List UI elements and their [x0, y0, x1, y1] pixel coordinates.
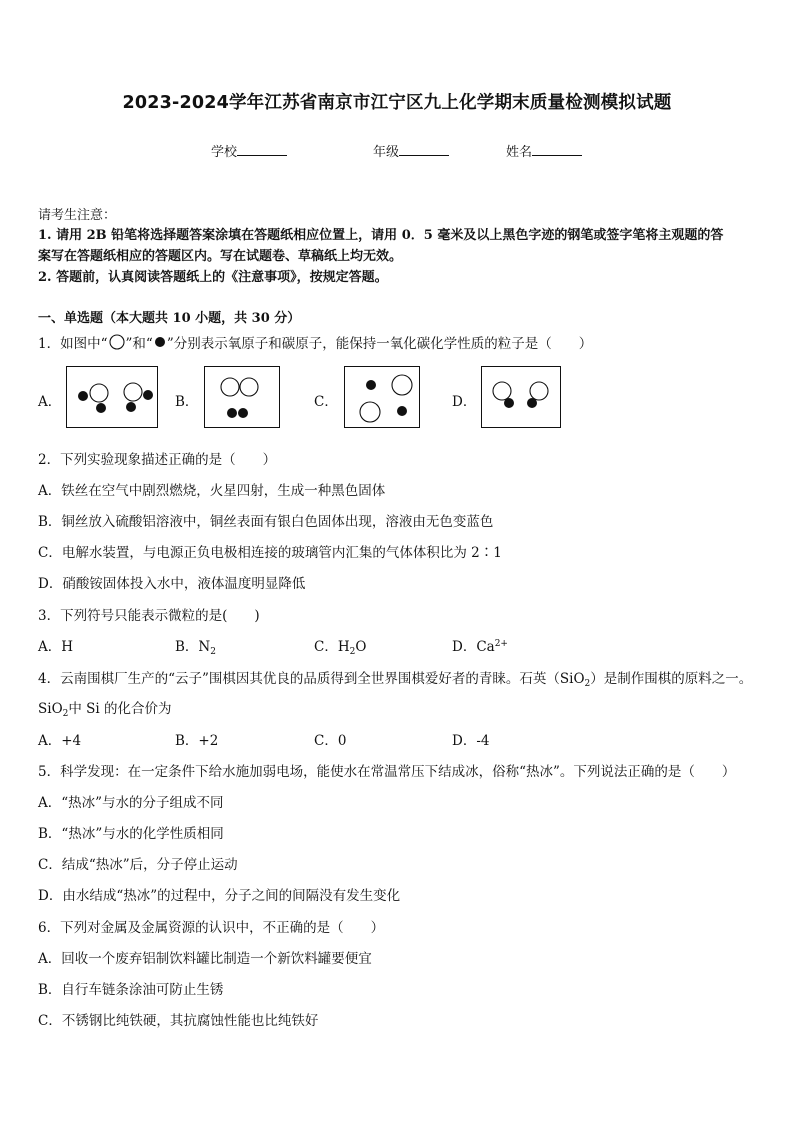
grade-label: 年级: [373, 145, 400, 160]
name-field[interactable]: [506, 141, 582, 160]
q3-option-d-text: D．Ca: [452, 639, 495, 655]
q4-stem-line-2: [38, 697, 172, 719]
q1-stem: [38, 332, 592, 352]
q3-option-a[interactable]: A．H: [38, 639, 74, 655]
q4-option-b[interactable]: B．+2: [175, 733, 219, 749]
q5-option-b[interactable]: B．“热冰”与水的化学性质相同: [38, 826, 224, 842]
student-info-row: [0, 141, 794, 161]
q1-option-d-label[interactable]: D．: [452, 394, 477, 410]
q3-option-c-text: C．H: [314, 639, 350, 655]
notice-line-2: 案写在答题纸相应的答题区内。写在试题卷、草稿纸上均无效。: [38, 249, 403, 264]
molecule-pair-diagram: [67, 367, 159, 429]
q1-option-c-diagram[interactable]: [344, 366, 420, 428]
q5-option-d[interactable]: D．由水结成“热冰”的过程中，分子之间的间隔没有发生变化: [38, 888, 401, 904]
carbon-atom-icon: [153, 334, 167, 350]
co-molecules-diagram: [482, 367, 562, 429]
q3-option-c-text-post: O: [355, 639, 367, 655]
exam-title: 2023-2024学年江苏省南京市江宁区九上化学期末质量检测模拟试题: [122, 93, 672, 113]
q5-stem: 5．科学发现：在一定条件下给水施加弱电场，能使水在常温常压下结成冰，俗称“热冰”。下列说法正确的是（ ）: [38, 764, 736, 780]
q5-option-a[interactable]: A．“热冰”与水的分子组成不同: [38, 795, 224, 811]
q4-line2-text-post: 中 Si 的化合价为: [68, 701, 172, 717]
q4-line2-text: SiO: [38, 701, 63, 717]
q3-option-d[interactable]: [452, 635, 508, 655]
q3-option-b[interactable]: [175, 635, 216, 657]
notice-line-1: 1. 请用 2B 铅笔将选择题答案涂填在答题纸相应位置上，请用 0．5 毫米及以上黑色字迹的钢笔或签字笔将主观题的答: [38, 228, 724, 243]
q4-option-c[interactable]: C．0: [314, 733, 347, 749]
q1-stem-mid: ”和“: [125, 336, 153, 352]
q6-option-b[interactable]: B．自行车链条涂油可防止生锈: [38, 982, 224, 998]
q3-stem: 3．下列符号只能表示微粒的是( ): [38, 608, 260, 624]
q6-option-c[interactable]: C．不锈钢比纯铁硬，其抗腐蚀性能也比纯铁好: [38, 1013, 319, 1029]
q2-option-c[interactable]: C．电解水装置，与电源正负电极相连接的玻璃管内汇集的气体体积比为 2∶1: [38, 545, 502, 561]
q3-option-c[interactable]: [314, 635, 366, 657]
q1-option-a-label[interactable]: A．: [38, 394, 62, 410]
school-label: 学校: [211, 145, 238, 160]
separate-atoms-diagram: [345, 367, 421, 429]
q4-line1-sub: 2: [584, 679, 591, 689]
q1-option-b-label[interactable]: B．: [175, 394, 199, 410]
school-blank[interactable]: [237, 143, 287, 156]
q4-option-d[interactable]: D．-4: [452, 733, 490, 749]
oxygen-atom-icon: [108, 334, 126, 350]
grade-blank[interactable]: [399, 143, 449, 156]
q2-option-a[interactable]: A．铁丝在空气中剧烈燃烧，火星四射，生成一种黑色固体: [38, 483, 386, 499]
q6-option-a[interactable]: A．回收一个废弃铝制饮料罐比制造一个新饮料罐要便宜: [38, 951, 372, 967]
section-heading: 一、单选题（本大题共 10 小题，共 30 分）: [38, 311, 301, 326]
q4-line1-text-post: ）是制作围棋的原料之一。: [590, 671, 753, 687]
q1-stem-prefix: 1．如图中“: [38, 336, 108, 352]
q4-line1-text: 4．云南围棋厂生产的“云子”围棋因其优良的品质得到全世界围棋爱好者的青睐。石英（SiO: [38, 671, 585, 687]
q4-stem-line-1: [38, 667, 752, 689]
molecule-o2-c2-diagram: [205, 367, 281, 429]
q3-option-b-sub: 2: [210, 647, 216, 657]
name-label: 姓名: [506, 145, 533, 160]
q1-option-b-diagram[interactable]: [204, 366, 280, 428]
q3-option-d-sup: 2+: [494, 639, 508, 649]
q2-option-d[interactable]: D．硝酸铵固体投入水中，液体温度明显降低: [38, 576, 306, 592]
name-blank[interactable]: [532, 143, 582, 156]
q1-option-d-diagram[interactable]: [481, 366, 561, 428]
q4-line2-sub: 2: [62, 709, 69, 719]
notice-heading: 请考生注意：: [38, 208, 117, 223]
q1-stem-suffix: ”分别表示氧原子和碳原子，能保持一氧化碳化学性质的粒子是（ ）: [166, 336, 593, 352]
q5-option-c[interactable]: C．结成“热冰”后，分子停止运动: [38, 857, 238, 873]
q1-option-a-diagram[interactable]: [66, 366, 158, 428]
notice-line-3: 2. 答题前，认真阅读答题纸上的《注意事项》，按规定答题。: [38, 270, 388, 285]
q3-option-c-sub: 2: [349, 647, 356, 657]
grade-field[interactable]: [373, 141, 449, 160]
q2-option-b[interactable]: B．铜丝放入硫酸铝溶液中，铜丝表面有银白色固体出现，溶液由无色变蓝色: [38, 514, 494, 530]
q6-stem: 6．下列对金属及金属资源的认识中，不正确的是（ ）: [38, 920, 385, 936]
q1-option-c-label[interactable]: C．: [314, 394, 338, 410]
q2-stem: 2．下列实验现象描述正确的是（ ）: [38, 452, 277, 468]
q4-option-a[interactable]: A．+4: [38, 733, 82, 749]
q3-option-b-text: B．N: [175, 639, 211, 655]
school-field[interactable]: [211, 141, 287, 160]
